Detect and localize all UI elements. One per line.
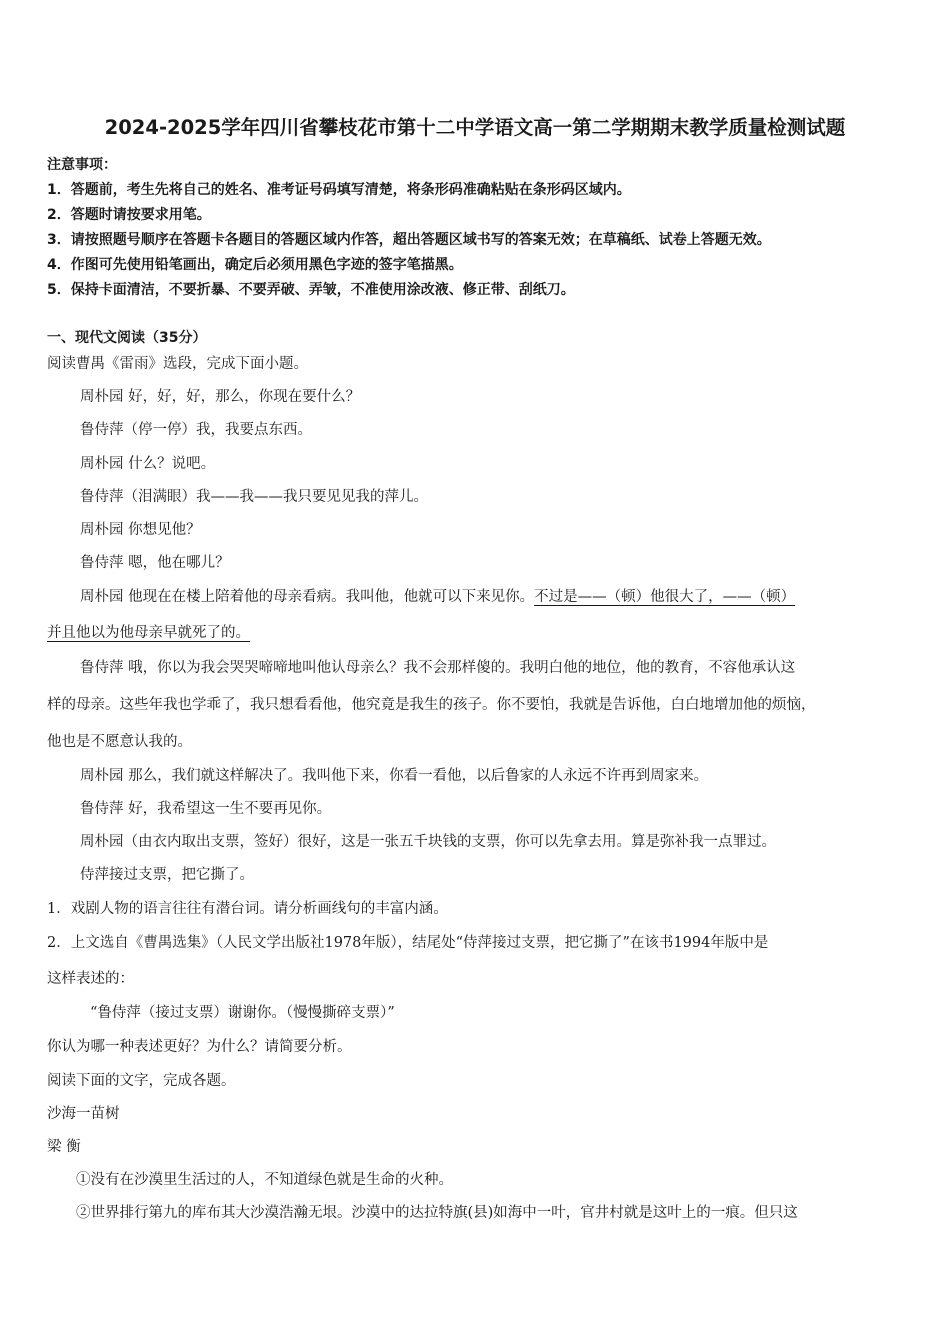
article-title: 沙海一苗树 bbox=[47, 1106, 120, 1122]
notice-item: 5．保持卡面清洁，不要折暴、不要弄破、弄皱，不准使用涂改液、修正带、刮纸刀。 bbox=[47, 282, 575, 298]
reading-intro: 阅读曹禺《雷雨》选段，完成下面小题。 bbox=[47, 356, 308, 372]
dialogue-line: 周朴园 那么，我们就这样解决了。我叫他下来，你看一看他，以后鲁家的人永远不许再到周家来。 bbox=[80, 768, 709, 784]
question-2-quote: “鲁侍萍（接过支票）谢谢你。（慢慢撕碎支票）” bbox=[90, 1005, 395, 1021]
article-paragraph: ②世界排行第九的库布其大沙漠浩瀚无垠。沙漠中的达拉特旗(县)如海中一叶，官井村就是这叶上的一痕。但只这 bbox=[76, 1205, 798, 1221]
notice-heading: 注意事项： bbox=[47, 157, 117, 173]
dialogue-line: 鲁侍萍 哦，你以为我会哭哭啼啼地叫他认母亲么？我不会那样傻的。我明白他的地位，他的教育，不容他承认这 bbox=[80, 660, 796, 676]
notice-item: 3．请按照题号顺序在答题卡各题目的答题区域内作答，超出答题区域书写的答案无效；在草稿纸、试卷上答题无效。 bbox=[47, 232, 771, 248]
dialogue-line: 周朴园（由衣内取出支票，签好）很好，这是一张五千块钱的支票，你可以先拿去用。算是弥补我一点罪过。 bbox=[80, 834, 776, 850]
question-1: 1．戏剧人物的语言往往有潜台词。请分析画线句的丰富内涵。 bbox=[47, 901, 448, 917]
underlined-sentence: 不过是——（顿）他很大了，——（顿） bbox=[534, 589, 796, 605]
section-heading: 一、现代文阅读（35分） bbox=[47, 330, 207, 346]
underlined-sentence: 并且他以为他母亲早就死了的。 bbox=[47, 625, 250, 641]
question-2-prompt: 你认为哪一种表述更好？为什么？请简要分析。 bbox=[47, 1039, 352, 1055]
dialogue-line: 鲁侍萍 好，我希望这一生不要再见你。 bbox=[80, 801, 332, 817]
question-2: 2．上文选自《曹禺选集》（人民文学出版社1978年版），结尾处“侍萍接过支票，把它撕了”在该书1994年版中是 bbox=[47, 935, 769, 951]
dialogue-line: 鲁侍萍（停一停）我，我要点东西。 bbox=[80, 422, 312, 438]
question-2-cont: 这样表述的： bbox=[47, 971, 134, 987]
notice-item: 1．答题前，考生先将自己的姓名、准考证号码填写清楚，将条形码准确粘贴在条形码区域内。 bbox=[47, 182, 631, 198]
dialogue-line: 周朴园 什么？说吧。 bbox=[80, 456, 216, 472]
dialogue-text: 周朴园 他现在在楼上陪着他的母亲看病。我叫他，他就可以下来见你。 bbox=[80, 589, 535, 605]
notice-item: 2．答题时请按要求用笔。 bbox=[47, 207, 211, 223]
dialogue-line: 周朴园 你想见他？ bbox=[80, 522, 201, 538]
dialogue-line: 周朴园 好，好，好，那么，你现在要什么？ bbox=[80, 389, 361, 405]
reading-intro: 阅读下面的文字，完成各题。 bbox=[47, 1073, 236, 1089]
dialogue-line: 侍萍接过支票，把它撕了。 bbox=[80, 867, 254, 883]
dialogue-line: 他也是不愿意认我的。 bbox=[47, 734, 192, 750]
exam-title: 2024-2025学年四川省攀枝花市第十二中学语文高一第二学期期末教学质量检测试题 bbox=[104, 116, 846, 139]
article-author: 梁 衡 bbox=[47, 1139, 81, 1155]
article-paragraph: ①没有在沙漠里生活过的人，不知道绿色就是生命的火种。 bbox=[76, 1172, 453, 1188]
notice-item: 4．作图可先使用铅笔画出，确定后必须用黑色字迹的签字笔描黑。 bbox=[47, 257, 463, 273]
dialogue-line: 鲁侍萍（泪满眼）我——我——我只要见见我的萍儿。 bbox=[80, 489, 428, 505]
dialogue-line: 鲁侍萍 嗯，他在哪儿？ bbox=[80, 555, 230, 571]
dialogue-line bbox=[80, 585, 795, 606]
dialogue-line: 样的母亲。这些年我也学乖了，我只想看看他，他究竟是我生的孩子。你不要怕，我就是告诉他，白白地增加他的烦恼， bbox=[47, 697, 816, 713]
